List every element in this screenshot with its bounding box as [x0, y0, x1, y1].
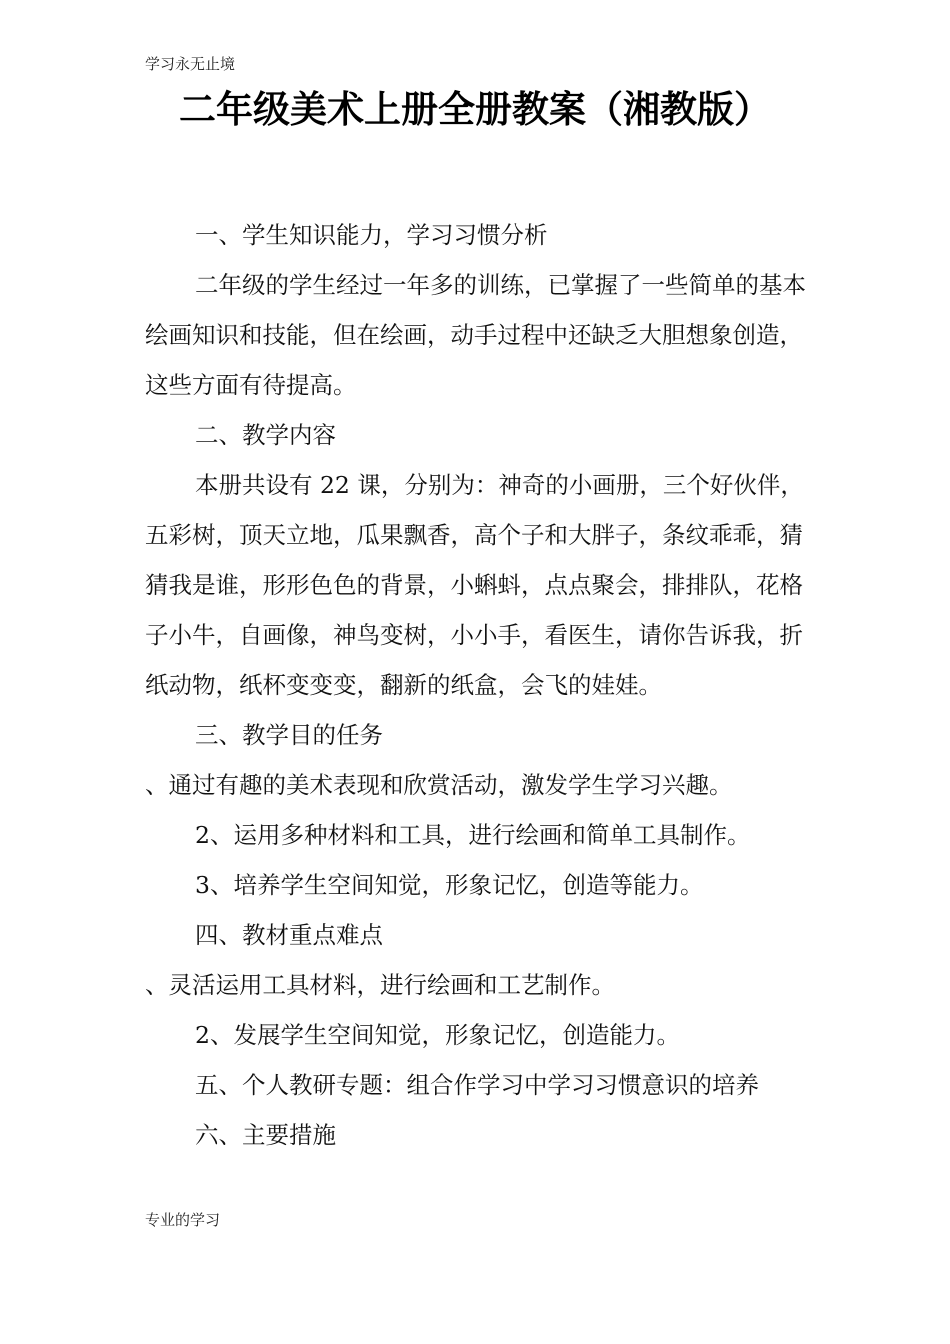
document-body — [145, 210, 817, 1160]
list-item: 3、培养学生空间知觉，形象记忆，创造等能力。 — [195, 871, 704, 899]
section-heading: 三、教学目的任务 — [195, 721, 383, 749]
paragraph: 二年级的学生经过一年多的训练，已掌握了一些简单的基本绘画知识和技能，但在绘画，动手过程中还缺乏大胆想象创造，这些方面有待提高。 — [145, 271, 806, 399]
list-item: 、通过有趣的美术表现和欣赏活动，激发学生学习兴趣。 — [145, 771, 733, 799]
header-note: 学习永无止境 — [145, 55, 236, 73]
section-heading: 五、个人教研专题：组合作学习中学习习惯意识的培养 — [195, 1071, 759, 1099]
list-item: 2、发展学生空间知觉，形象记忆，创造能力。 — [195, 1021, 680, 1049]
section-heading: 六、主要措施 — [195, 1121, 336, 1149]
section-heading: 二、教学内容 — [195, 421, 336, 449]
section-heading: 一、学生知识能力，学习习惯分析 — [195, 221, 548, 249]
list-item: 、灵活运用工具材料，进行绘画和工艺制作。 — [145, 971, 615, 999]
footer-note: 专业的学习 — [145, 1211, 221, 1229]
section-heading: 四、教材重点难点 — [195, 921, 383, 949]
document-title: 二年级美术上册全册教案（湘教版） — [179, 88, 771, 131]
paragraph: 本册共设有 22 课，分别为：神奇的小画册，三个好伙伴，五彩树，顶天立地，瓜果飘香，高个子和大胖子，条纹乖乖，猜猜我是谁，形形色色的背景，小蝌蚪，点点聚会，排排队，花格子小牛，自画像，神鸟变树，小小手，看医生，请你告诉我，折纸动物，纸杯变变变，翻新的纸盒，会飞的娃娃。 — [145, 471, 804, 699]
list-item: 2、运用多种材料和工具，进行绘画和简单工具制作。 — [195, 821, 751, 849]
